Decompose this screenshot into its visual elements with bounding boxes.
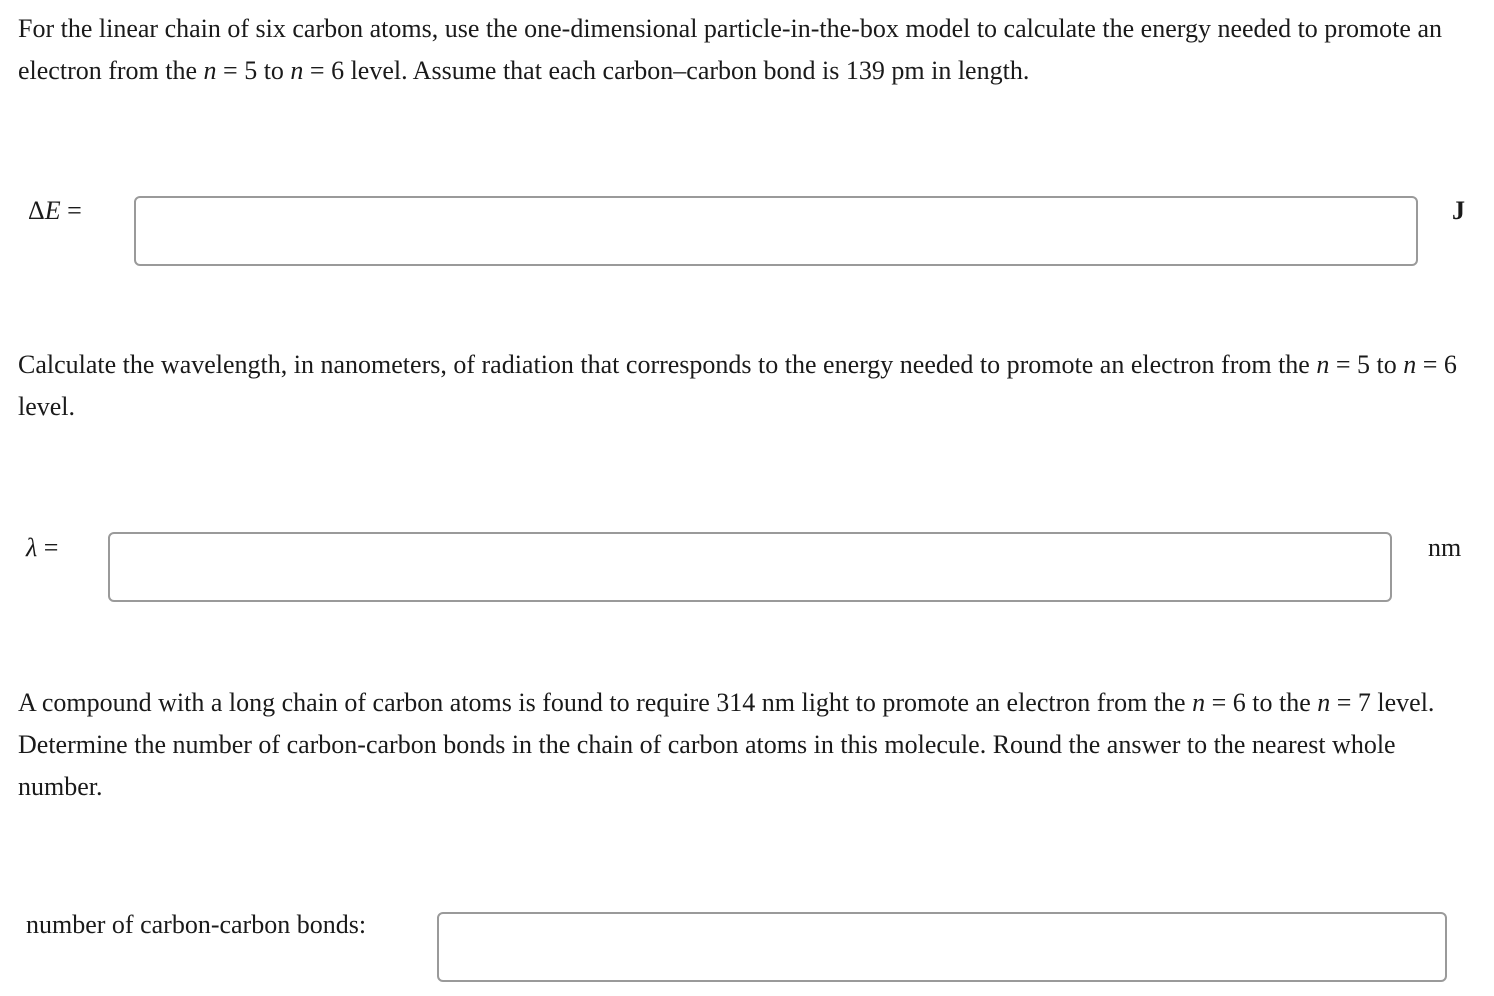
lambda-unit: nm — [1428, 533, 1462, 562]
question-1-text-part: = 6 level. Assume that each carbon–carbon bond is 139 pm in length. — [303, 56, 1030, 85]
variable-n: n — [1316, 350, 1330, 379]
question-1-text — [18, 8, 1478, 92]
question-2-text-part: = 6 level. — [18, 350, 1457, 421]
variable-n: n — [1192, 688, 1206, 717]
question-3-text-part: = 7 level. Determine the number of carbon-carbon bonds in the chain of carbon atoms in this molecule. Round the answer to the nearest whole number. — [18, 688, 1435, 801]
variable-e: E — [44, 196, 61, 225]
delta-symbol: Δ — [28, 196, 45, 225]
question-3-text-part: = 6 to the — [1205, 688, 1318, 717]
variable-n: n — [1317, 688, 1331, 717]
lambda-symbol: λ — [26, 533, 38, 562]
delta-e-unit: J — [1452, 196, 1465, 225]
variable-n: n — [1403, 350, 1417, 379]
variable-n: n — [203, 56, 217, 85]
equals-sign: = — [37, 533, 59, 562]
equals-sign: = — [60, 196, 82, 225]
question-2-text — [18, 344, 1478, 428]
question-2-text-part: Calculate the wavelength, in nanometers, of radiation that corresponds to the energy needed to promote an electron from the — [18, 350, 1317, 379]
question-3-text-part: A compound with a long chain of carbon atoms is found to require 314 nm light to promote an electron from the — [18, 688, 1193, 717]
question-1-text-part: = 5 to — [216, 56, 291, 85]
bonds-count-input[interactable] — [437, 912, 1447, 982]
question-2-text-part: = 5 to — [1329, 350, 1404, 379]
delta-e-label — [28, 196, 82, 226]
question-3-text — [18, 682, 1478, 808]
delta-e-input[interactable] — [134, 196, 1418, 266]
lambda-label — [26, 533, 58, 563]
variable-n: n — [290, 56, 304, 85]
bonds-count-label: number of carbon-carbon bonds: — [26, 910, 367, 939]
lambda-input[interactable] — [108, 532, 1392, 602]
question-1-text-part: For the linear chain of six carbon atoms, use the one-dimensional particle-in-the-box model to calculate the energy needed to promote an electron from the — [18, 14, 1442, 85]
